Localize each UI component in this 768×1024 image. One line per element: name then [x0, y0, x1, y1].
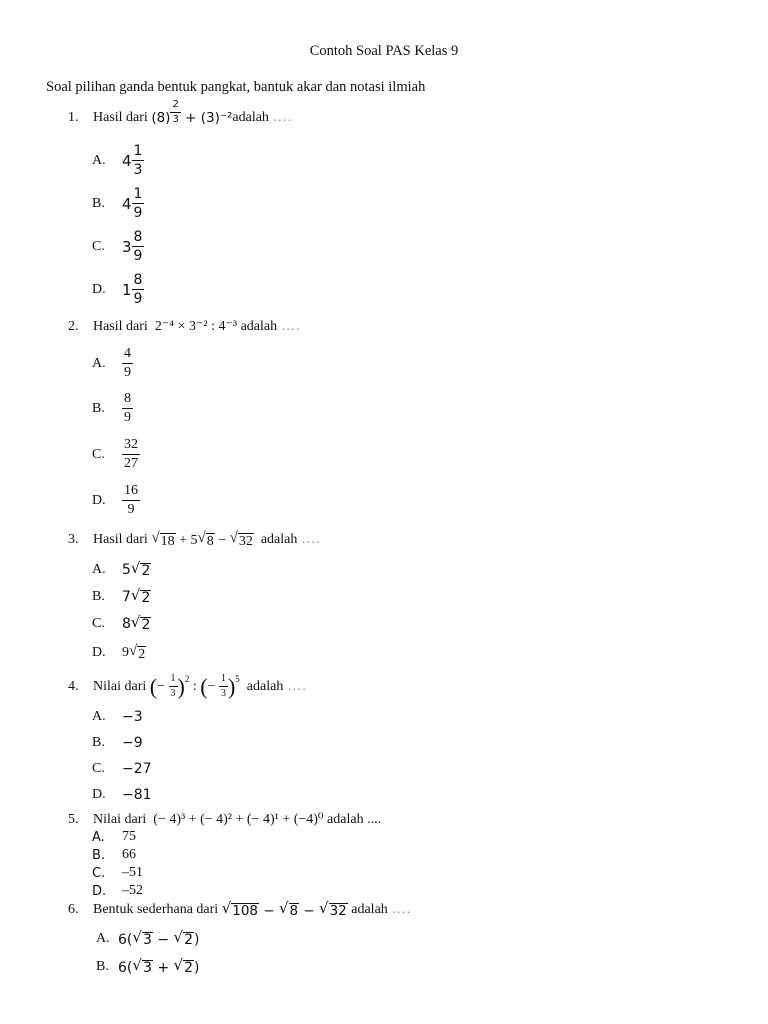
question-dots: …. — [281, 318, 301, 334]
q2-option-c[interactable] — [92, 438, 140, 471]
option-expression: 6( √ 3 + √ 2 ) — [118, 956, 200, 977]
option-label: A. — [92, 152, 106, 168]
question-text: Hasil dari — [93, 110, 148, 125]
q3-option-d[interactable] — [92, 644, 146, 662]
question-number: 6. — [68, 901, 79, 917]
question-number: 5. — [68, 811, 79, 827]
q4-option-d[interactable] — [92, 787, 152, 803]
q3-option-a[interactable] — [92, 561, 151, 579]
question-expression: (8) $\frac{2}{3}$ + (3)⁻² — [151, 99, 233, 126]
q2-option-a[interactable] — [92, 347, 133, 380]
option-label: C. — [92, 446, 105, 462]
question-tail: adalah — [260, 532, 298, 548]
option-coef: 7 — [122, 589, 131, 606]
option-coef: 8 — [122, 616, 131, 633]
q5-option-b[interactable] — [92, 847, 136, 863]
q1-option-d[interactable] — [92, 273, 144, 306]
option-fraction: 4 9 — [124, 346, 131, 380]
option-label: C. — [92, 238, 105, 254]
option-label: D. — [92, 787, 106, 802]
question-tail: adalah — [246, 678, 284, 694]
option-label: A. — [92, 709, 106, 724]
question-text: Hasil dari — [93, 318, 148, 334]
option-value: −81 — [122, 787, 152, 803]
question-tail: adalah — [351, 901, 388, 917]
option-label: D. — [92, 281, 106, 297]
question-number: 4. — [68, 678, 79, 694]
option-label: C. — [92, 761, 105, 776]
option-label: A. — [92, 829, 105, 845]
question-dots: …. — [272, 110, 293, 125]
q3-option-b[interactable] — [92, 588, 151, 606]
question-3 — [68, 531, 321, 549]
option-whole: 3 — [122, 237, 132, 256]
question-2 — [68, 318, 301, 335]
question-dots: …. — [301, 532, 321, 548]
option-value: –52 — [122, 883, 143, 898]
option-label: D. — [92, 645, 106, 661]
option-value: −27 — [122, 761, 152, 777]
question-text: Hasil dari — [93, 532, 148, 548]
q1-option-b[interactable] — [92, 187, 144, 220]
option-label: D. — [92, 883, 107, 899]
option-label: A. — [92, 562, 106, 578]
q2-option-d[interactable] — [92, 484, 140, 517]
option-fraction: 1 3 — [133, 143, 143, 178]
question-5 — [68, 811, 381, 828]
question-expression: √ 18 + 5 √ 8 − √ 32 — [151, 530, 253, 549]
option-label: A. — [96, 931, 110, 947]
question-text: Nilai dari — [93, 811, 147, 827]
q4-option-c[interactable] — [92, 761, 152, 777]
option-fraction: 8 9 — [124, 391, 131, 425]
question-tail: adalah — [327, 811, 364, 827]
option-value: −9 — [122, 735, 143, 751]
question-text: Nilai dari — [93, 678, 147, 694]
option-label: B. — [92, 735, 105, 750]
option-value: 75 — [122, 829, 136, 844]
question-number: 2. — [68, 318, 79, 334]
q2-option-b[interactable] — [92, 392, 133, 425]
option-label: B. — [92, 847, 106, 863]
question-dots: …. — [287, 678, 307, 694]
question-expression: 2⁻⁴ × 3⁻² : 4⁻³ — [154, 319, 238, 334]
question-dots: .... — [367, 811, 382, 827]
option-root: √ 2 — [130, 613, 151, 633]
option-value: 66 — [122, 847, 136, 862]
option-label: C. — [92, 616, 105, 632]
option-value: −3 — [122, 709, 143, 725]
q1-option-a[interactable] — [92, 144, 144, 177]
option-value: –51 — [122, 865, 143, 880]
page-title: Contoh Soal PAS Kelas 9 — [309, 43, 459, 59]
q4-option-b[interactable] — [92, 735, 143, 751]
option-fraction: 32 27 — [124, 437, 138, 471]
question-expression: √ 108 − √ 8 − √ 32 — [221, 899, 347, 919]
question-1 — [68, 99, 293, 126]
option-fraction: 8 9 — [133, 272, 143, 307]
option-root: √ 2 — [130, 559, 151, 579]
option-coef: 9 — [122, 645, 129, 661]
option-fraction: 8 9 — [133, 229, 143, 264]
question-tail: adalah — [240, 318, 278, 334]
q6-option-a[interactable] — [96, 930, 199, 948]
question-expression: (− 4)³ + (− 4)² + (− 4)¹ + (−4)⁰ — [153, 812, 324, 827]
question-4 — [68, 674, 307, 699]
q6-option-b[interactable] — [96, 958, 199, 976]
q5-option-a[interactable] — [92, 829, 136, 845]
question-expression: ( − $\frac{1}{3}$ ) $^2$ : ( − $\frac{1}{3}$ ) $^5$ — [149, 673, 240, 699]
option-label: B. — [92, 589, 105, 605]
question-dots: …. — [391, 901, 412, 917]
question-tail: adalah — [232, 110, 269, 125]
option-label: C. — [92, 865, 106, 881]
option-root: √ 2 — [130, 586, 151, 606]
q1-option-c[interactable] — [92, 230, 144, 263]
option-label: B. — [92, 195, 105, 211]
q5-option-c[interactable] — [92, 865, 143, 881]
q5-option-d[interactable] — [92, 883, 143, 899]
question-number: 3. — [68, 532, 79, 548]
option-whole: 1 — [122, 280, 132, 299]
question-text: Bentuk sederhana dari — [93, 901, 219, 917]
q3-option-c[interactable] — [92, 615, 151, 633]
option-coef: 5 — [122, 562, 131, 579]
option-whole: 4 — [122, 151, 132, 170]
option-expression: 6( √ 3 − √ 2 ) — [118, 928, 200, 949]
question-number: 1. — [68, 110, 79, 125]
q4-option-a[interactable] — [92, 709, 143, 725]
option-label: A. — [92, 355, 106, 371]
option-fraction: 1 9 — [133, 186, 143, 221]
page-subtitle: Soal pilihan ganda bentuk pangkat, bantuk akar dan notasi ilmiah — [46, 79, 426, 95]
option-root: √ 2 — [129, 643, 146, 662]
option-whole: 4 — [122, 194, 132, 213]
option-fraction: 16 9 — [124, 483, 138, 517]
option-label: B. — [92, 400, 105, 416]
option-label: B. — [96, 959, 109, 975]
option-label: D. — [92, 492, 106, 508]
question-6 — [68, 901, 411, 919]
